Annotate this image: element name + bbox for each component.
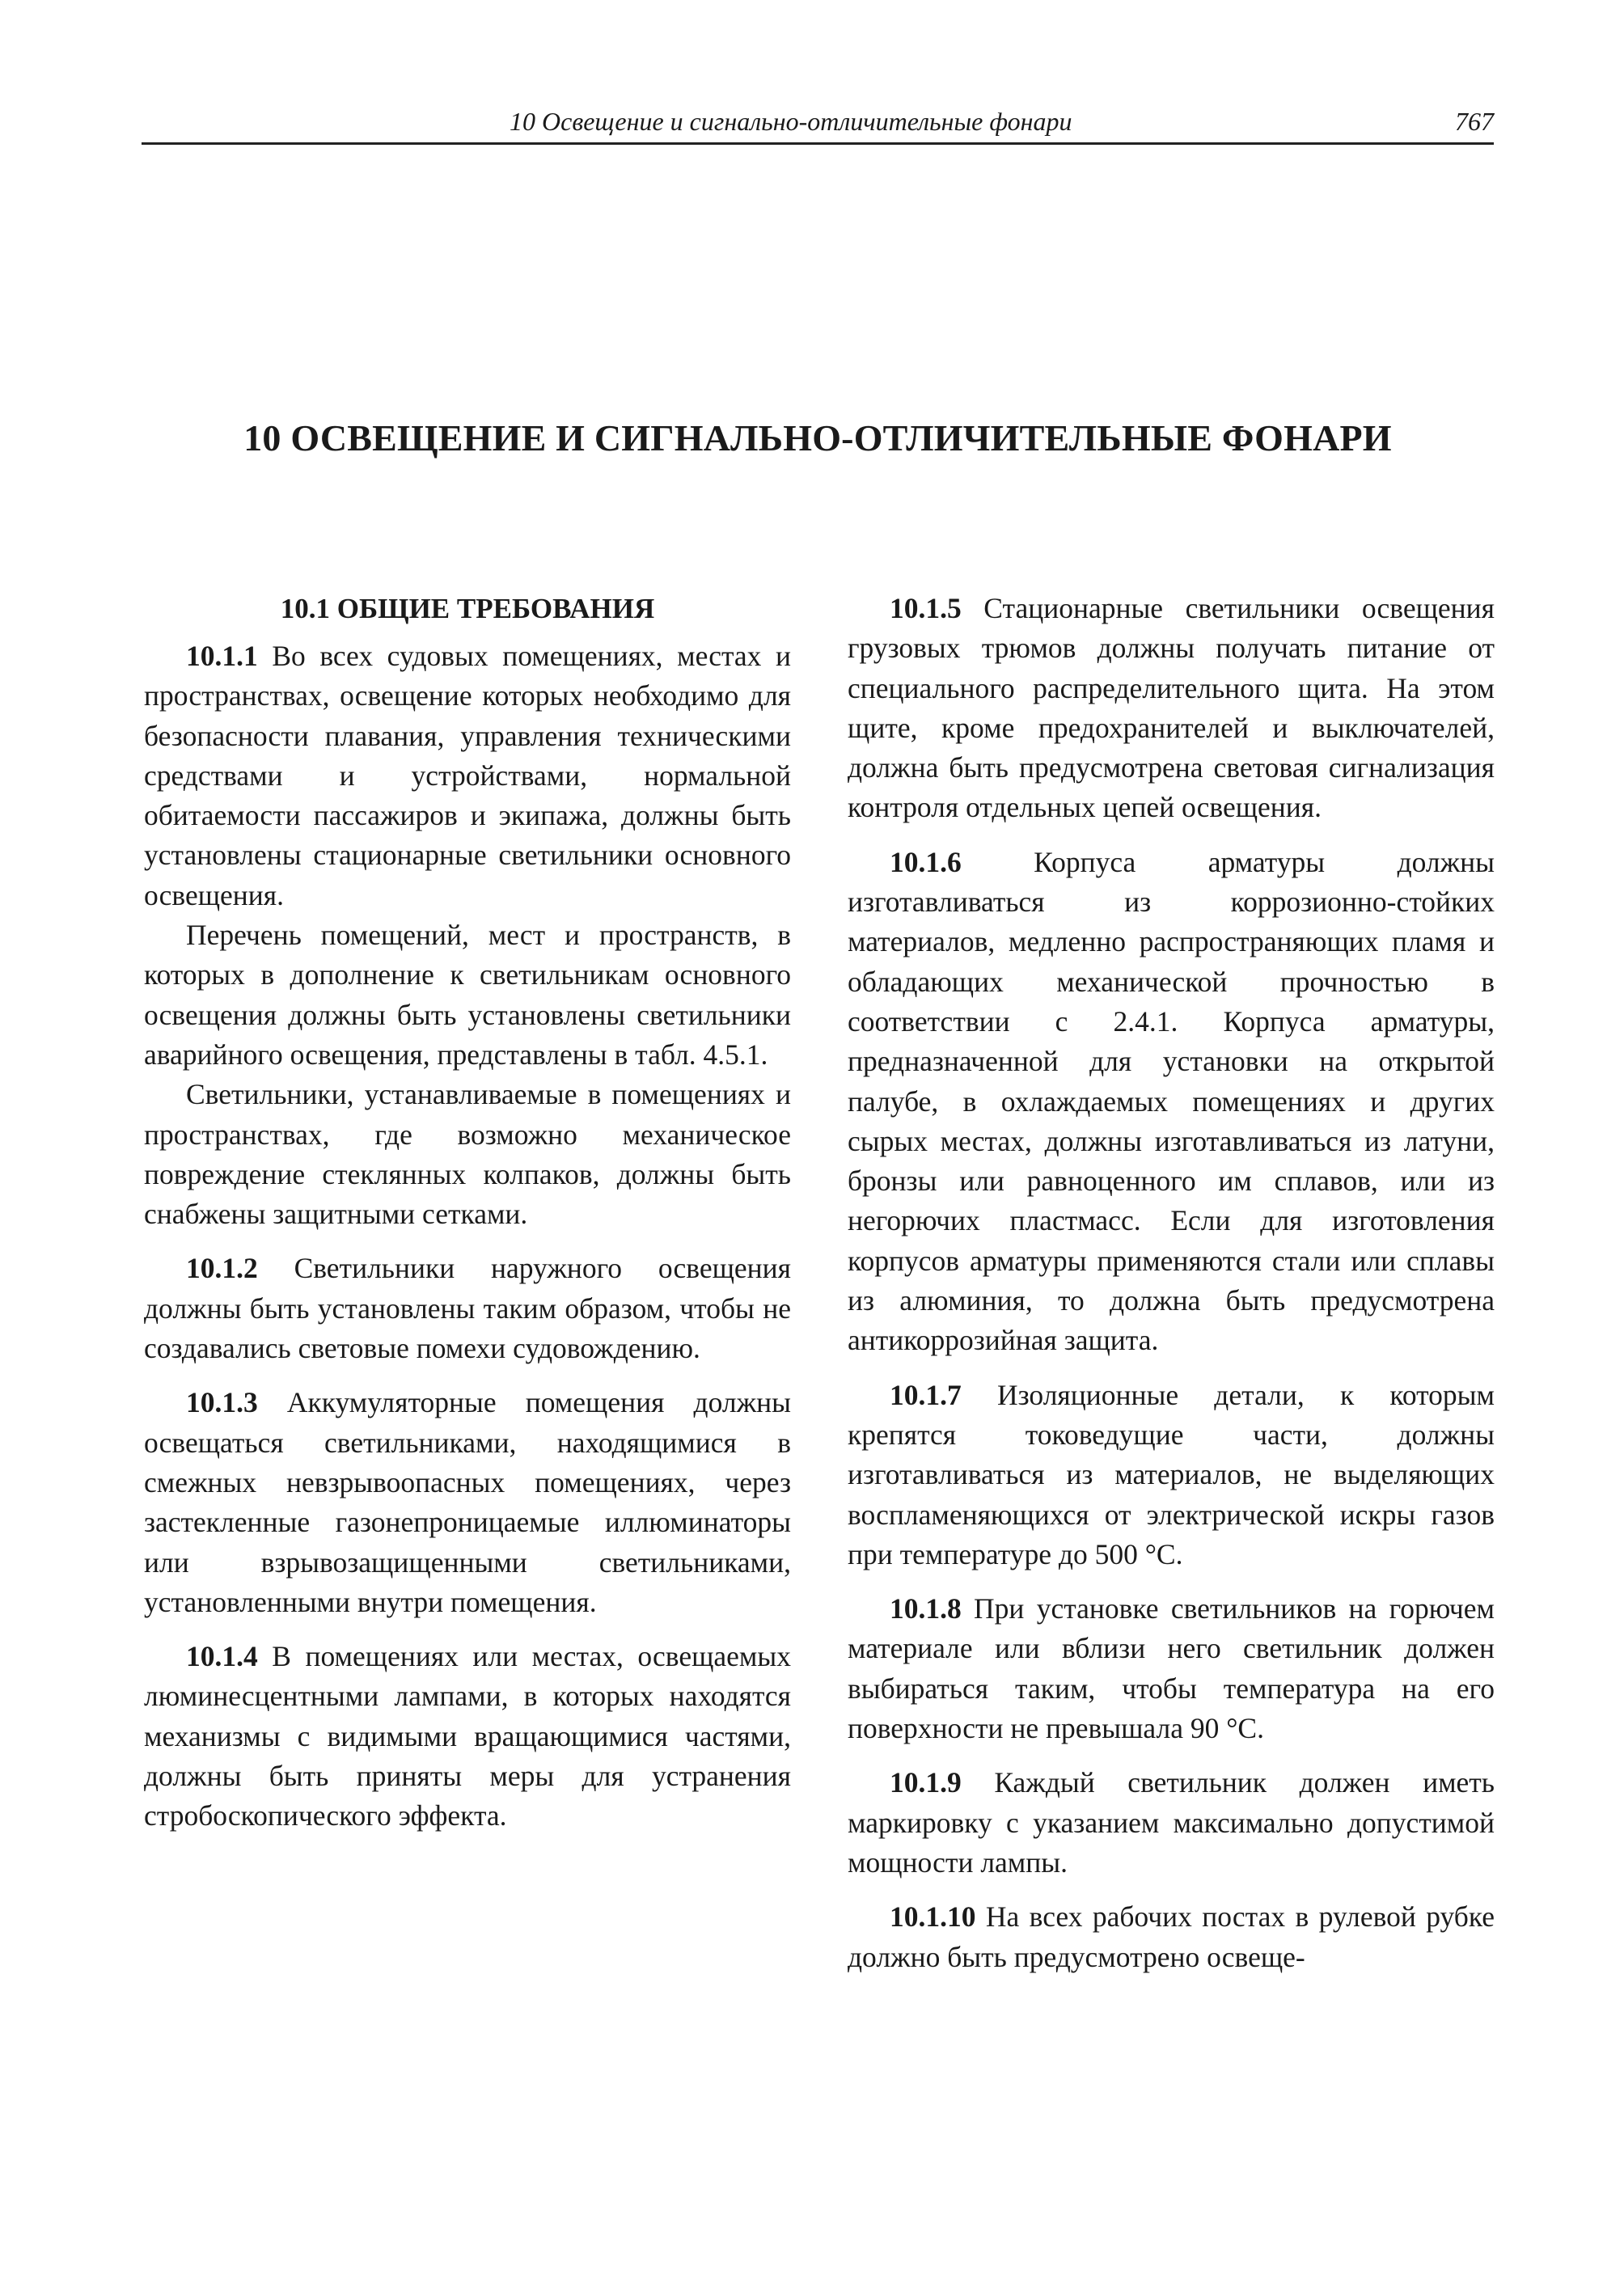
clause-text: Во всех судовых помещениях, местах и пространствах, освещение которых необходимо для безопасности плавания, управления техническими средствами и устройствами, нормальной обитаемости пассажиров и экипажа, должны быть установлены стационарные светильники основного освещения.	[144, 640, 791, 911]
clause-number: 10.1.7	[890, 1378, 962, 1411]
chapter-title: 10 ОСВЕЩЕНИЕ И СИГНАЛЬНО-ОТЛИЧИТЕЛЬНЫЕ ФОНАРИ	[243, 417, 1392, 459]
clause-text: В помещениях или местах, освещаемых люминесцентными лампами, в которых находятся механизмы с видимыми вращающимися частями, должны быть приняты меры для устранения стробоскопического эффекта.	[144, 1640, 791, 1832]
paragraph-10-1-9	[848, 1763, 1495, 1883]
clause-number: 10.1.2	[186, 1252, 258, 1285]
running-header	[142, 104, 1494, 145]
paragraph-10-1-7	[848, 1376, 1495, 1575]
section-heading: 10.1 ОБЩИЕ ТРЕБОВАНИЯ	[280, 593, 655, 624]
left-column	[144, 589, 791, 1837]
clause-number: 10.1.4	[186, 1640, 258, 1673]
paragraph-10-1-1-c: Светильники, устанавливаемые в помещениях и пространствах, где возможно механическое повреждение стеклянных колпаков, должны быть снабжены защитными сетками.	[144, 1078, 791, 1231]
clause-text: Изоляционные детали, к которым крепятся токоведущие части, должны изготавливаться из материалов, не выделяющих воспламеняющихся от электрической искры газов при температуре до 500 °С.	[848, 1378, 1495, 1570]
running-title: 10 Освещение и сигнально-отличительные фонари	[510, 107, 1072, 136]
clause-number: 10.1.3	[186, 1386, 258, 1419]
clause-text: Аккумуляторные помещения должны освещаться светильниками, находящимися в смежных невзрывоопасных помещениях, через застекленные газонепроницаемые иллюминаторы или взрывозащищенными светильниками, установленными внутри помещения.	[144, 1386, 791, 1618]
right-column	[848, 589, 1495, 1977]
paragraph-10-1-6	[848, 843, 1495, 1361]
clause-text: Светильники наружного освещения должны быть установлены таким образом, чтобы не создавались световые помехи судовождению.	[144, 1252, 791, 1365]
paragraph-10-1-2	[144, 1249, 791, 1368]
paragraph-10-1-4	[144, 1637, 791, 1836]
paragraph-10-1-8	[848, 1589, 1495, 1748]
clause-text: На всех рабочих постах в рулевой рубке должно быть предусмотрено освеще-	[848, 1900, 1495, 1973]
clause-text: Корпуса арматуры должны изготавливаться из коррозионно-стойких материалов, медленно распространяющих пламя и обладающих механической прочностью в соответствии с 2.4.1. Корпуса арматуры, предназначенной для установки на открытой палубе, в охлаждаемых помещениях и других сырых местах, должны изготавливаться из латуни, бронзы или равноценного им сплавов, или из негорючих пластмасс. Если для изготовления корпусов арматуры применяются стали или сплавы из алюминия, то должна быть предусмотрена антикоррозийная защита.	[848, 845, 1495, 1357]
paragraph-10-1-10	[848, 1897, 1495, 1977]
clause-number: 10.1.6	[890, 845, 962, 878]
clause-number: 10.1.9	[890, 1766, 962, 1799]
clause-text: Стационарные светильники освещения грузовых трюмов должны получать питание от специального распределительного щита. На этом щите, кроме предохранителей и выключателей, должна быть предусмотрена световая сигнализация контроля отдельных цепей освещения.	[848, 592, 1495, 824]
clause-text: Каждый светильник должен иметь маркировку с указанием максимально допустимой мощности лампы.	[848, 1766, 1495, 1879]
clause-number: 10.1.10	[890, 1900, 976, 1934]
paragraph-10-1-5	[848, 589, 1495, 828]
paragraph-10-1-3	[144, 1383, 791, 1622]
clause-number: 10.1.5	[890, 592, 962, 624]
clause-text: При установке светильников на горючем материале или вблизи него светильник должен выбираться таким, чтобы температура на его поверхности не превышала 90 °С.	[848, 1592, 1495, 1745]
paragraph-10-1-1-b: Перечень помещений, мест и пространств, в которых в дополнение к светильникам основного освещения должны быть установлены светильники аварийного освещения, представлены в табл. 4.5.1.	[144, 919, 791, 1071]
page-number: 767	[1455, 107, 1494, 136]
clause-number: 10.1.8	[890, 1592, 962, 1625]
clause-number: 10.1.1	[186, 640, 258, 672]
paragraph-10-1-1	[144, 636, 791, 915]
